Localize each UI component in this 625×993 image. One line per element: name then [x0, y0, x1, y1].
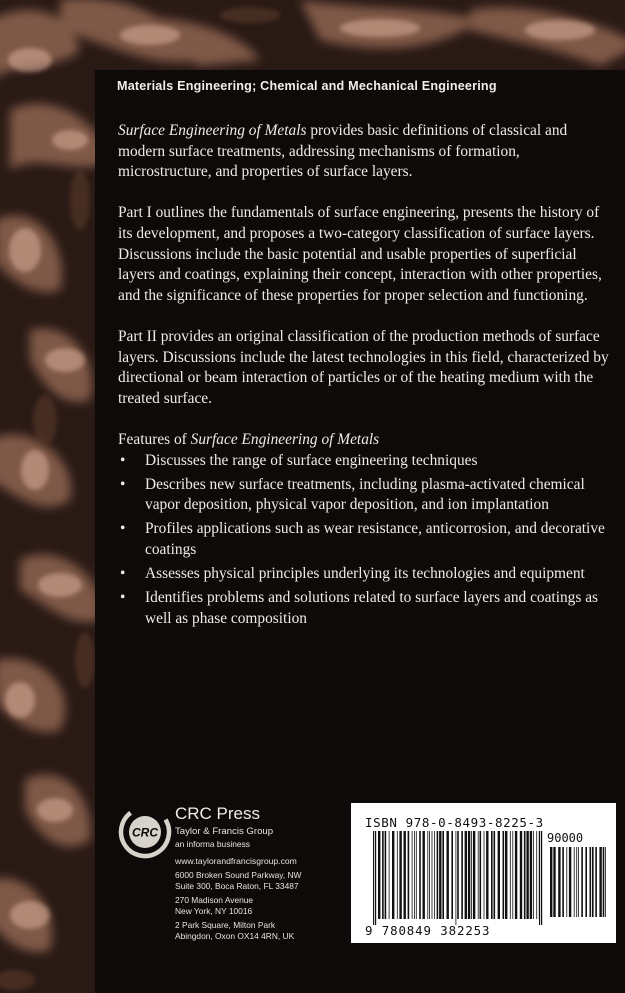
barcode-bar: [461, 831, 463, 919]
barcode-bar: [553, 847, 555, 917]
feature-text: Profiles applications such as wear resistance, anticorrosion, and decorative coatings: [145, 520, 605, 558]
barcode-bar: [605, 847, 606, 917]
barcode-bar: [558, 847, 560, 917]
barcode-bar: [541, 831, 542, 925]
barcode-bar: [520, 831, 522, 919]
barcode-bar: [408, 831, 410, 919]
barcode-bar: [539, 831, 540, 925]
barcode-bar: [404, 831, 406, 919]
barcode-bar: [480, 831, 482, 919]
barcode-bar: [419, 831, 421, 919]
barcode-bar: [373, 831, 374, 925]
barcode-bar: [456, 831, 457, 925]
feature-text: Describes new surface treatments, including plasma-activated chemical vapor deposition, physical vapor deposition, and ion implantation: [145, 475, 585, 514]
features-heading: [118, 430, 615, 451]
bullet-icon: •: [120, 564, 126, 582]
barcode-bar: [468, 831, 470, 919]
barcode-bar: [447, 831, 449, 919]
ean-digits: 9 780849 382253: [365, 923, 491, 938]
bullet-icon: •: [120, 451, 126, 469]
publisher-group: Taylor & Francis Group: [175, 826, 274, 837]
barcode-bar: [473, 831, 475, 919]
barcode-bar: [503, 831, 505, 919]
publisher-block: [118, 803, 338, 993]
barcode-bar: [599, 847, 601, 917]
barcode-bar: [434, 831, 435, 919]
isbn-barcode: [351, 803, 616, 943]
barcode-bar: [574, 847, 575, 917]
back-cover-description: [118, 121, 615, 633]
isbn-number: ISBN 978-0-8493-8225-3: [365, 815, 544, 830]
list-item: [118, 588, 615, 629]
barcode-bar: [484, 831, 485, 919]
subject-category: Materials Engineering; Chemical and Mechanical Engineering: [117, 79, 497, 93]
barcode-bar: [603, 847, 605, 917]
address-line: Suite 300, Boca Raton, FL 33487: [175, 880, 299, 891]
barcode-bar: [478, 831, 479, 919]
crc-logo-text: CRC: [132, 825, 158, 840]
barcode-bar: [505, 831, 507, 919]
address-line: 270 Madison Avenue: [175, 895, 254, 905]
features-list: [118, 451, 615, 630]
barcode-bar: [498, 831, 500, 919]
barcode-bar: [385, 831, 387, 919]
feature-text: Discusses the range of surface engineering techniques: [145, 451, 478, 469]
barcode-bar: [569, 847, 571, 917]
feature-text: Assesses physical principles underlying its technologies and equipment: [145, 564, 585, 582]
barcode-bar: [416, 831, 417, 919]
barcode-bar: [382, 831, 384, 919]
intro-paragraph: [118, 121, 615, 183]
barcode-bar: [562, 847, 564, 917]
barcode-bar: [457, 831, 459, 919]
barcode-bar: [530, 831, 532, 919]
features-heading-prefix: Features of: [118, 430, 191, 448]
barcode-bar: [423, 831, 425, 919]
barcode-bar: [427, 831, 428, 919]
barcode-bar: [566, 847, 567, 917]
barcode-bar: [465, 831, 467, 919]
intro-text: provides basic definitions of classical and modern surface treatments, addressing mechanisms of formation, microstructure, and properties of surface layers.: [118, 122, 568, 181]
address-line: 2 Park Square, Milton Park: [175, 920, 276, 930]
list-item: [118, 451, 615, 472]
address-new-york: [175, 895, 253, 916]
price-code: 90000: [547, 831, 584, 845]
barcode-bar: [536, 831, 537, 919]
book-title-italic: Surface Engineering of Metals: [118, 122, 307, 139]
barcode-bar: [590, 847, 592, 917]
barcode-bar: [432, 831, 433, 919]
address-abingdon: [175, 920, 294, 941]
barcode-bar: [526, 831, 528, 919]
barcode-bar: [439, 831, 441, 919]
barcode-bar: [592, 847, 594, 917]
bullet-icon: •: [120, 589, 126, 607]
barcode-bar: [550, 847, 552, 917]
barcode-bar: [581, 847, 583, 917]
part2-paragraph: Part II provides an original classification of the production methods of surface layers. Discussions include the latest technologies in this field, characterized by directional or beam interaction of particles or of the heating medium with the treated surface.: [118, 327, 609, 407]
barcode-bar: [512, 831, 513, 919]
list-item: [118, 475, 615, 516]
barcode-bar: [524, 831, 526, 919]
barcode-bar: [414, 831, 415, 919]
barcode-bar: [595, 847, 597, 917]
list-item: [118, 564, 615, 585]
barcode-bar: [515, 831, 517, 919]
list-item: [118, 519, 615, 560]
barcode-bar: [399, 831, 401, 919]
bullet-icon: •: [120, 520, 126, 538]
address-boca-raton: [175, 870, 301, 891]
barcode-bar: [442, 831, 444, 919]
barcode-bar: [378, 831, 380, 919]
barcode-bar: [533, 831, 534, 919]
crc-press-logo: [118, 805, 172, 859]
barcode-bar: [578, 847, 579, 917]
barcode-bar: [397, 831, 398, 919]
address-line: 6000 Broken Sound Parkway, NW: [175, 870, 302, 880]
features-heading-title: Surface Engineering of Metals: [190, 430, 380, 448]
barcode-bar: [585, 847, 587, 917]
barcode-bar: [437, 831, 439, 919]
barcode-bar: [451, 831, 453, 919]
publisher-informa: an informa business: [175, 839, 250, 849]
publisher-name: CRC Press: [175, 804, 261, 823]
barcode-bar: [491, 831, 493, 919]
barcode-bar: [412, 831, 413, 919]
barcode-bar: [429, 831, 430, 919]
part1-paragraph: Part I outlines the fundamentals of surface engineering, presents the history of its development, and proposes a two-category classification of surface layers. Discussions include the basic potential and usable properties of superficial layers and coatings, explaining their concept, interaction with other properties, and the significance of these properties for proper selection and functioning.: [118, 204, 602, 304]
barcode-bar: [494, 831, 496, 919]
barcode-bar: [486, 831, 488, 919]
barcode-bar: [392, 831, 394, 919]
barcode-bar: [576, 847, 577, 917]
barcode-bar: [510, 831, 511, 919]
address-line: New York, NY 10016: [175, 905, 253, 916]
barcode-bar: [389, 831, 390, 919]
feature-text: Identifies problems and solutions related to surface layers and coatings as well as phase composition: [145, 589, 599, 627]
publisher-website: www.taylorandfrancisgroup.com: [175, 856, 297, 866]
barcode-bar: [375, 831, 376, 925]
bullet-icon: •: [120, 475, 126, 493]
barcode-bar: [471, 831, 472, 919]
address-line: Abingdon, Oxon OX14 4RN, UK: [175, 930, 295, 941]
barcode-icon: [351, 803, 616, 943]
